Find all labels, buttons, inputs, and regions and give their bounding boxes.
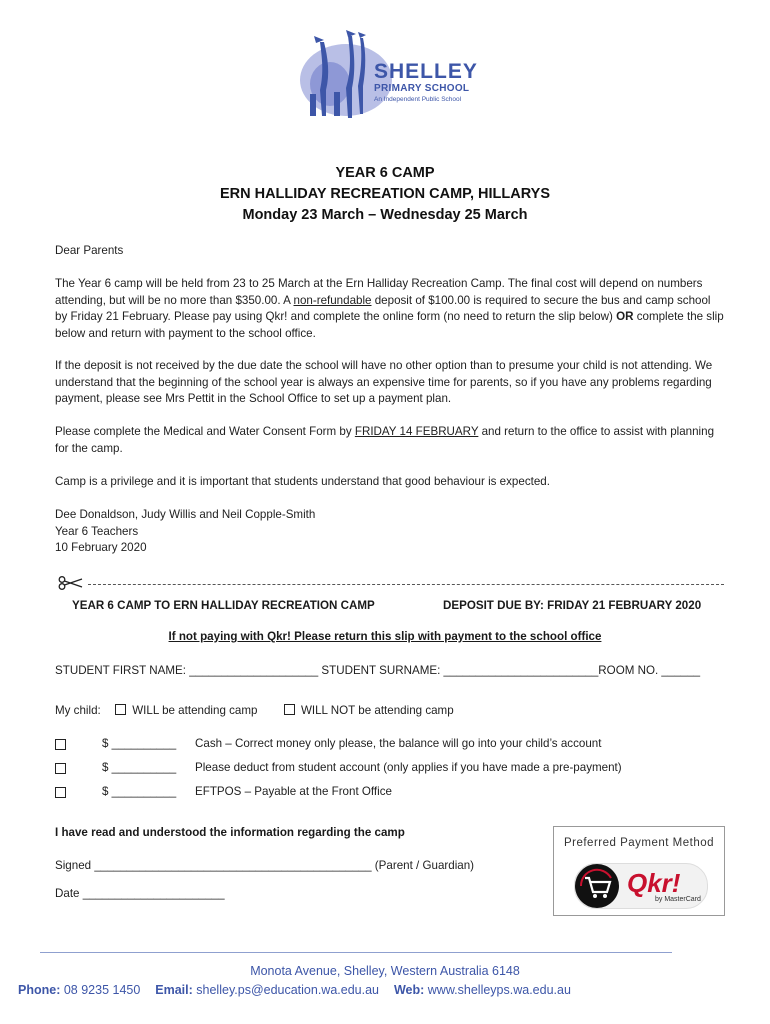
preferred-payment-title: Preferred Payment Method: [563, 837, 715, 849]
paragraph-4: Camp is a privilege and it is important that students understand that good behaviour is expected.: [55, 475, 550, 488]
signatories: Dee Donaldson, Judy Willis and Neil Copple-Smith: [55, 508, 316, 521]
paragraph-1-text-b: deposit of $100.00 is required to secure the bus and camp school by Friday 21 February. Please pay using Qkr! and complete the online form (no need to return the slip below): [55, 293, 711, 324]
web-label: Web:: [393, 983, 425, 997]
slip-title: YEAR 6 CAMP TO ERN HALLIDAY RECREATION CAMP: [72, 599, 375, 612]
deduct-amount-field[interactable]: $ __________: [102, 761, 177, 774]
paragraph-3: [55, 424, 725, 457]
signatory-role: Year 6 Teachers: [55, 524, 139, 538]
greeting: Dear Parents: [55, 244, 124, 257]
will-attend-checkbox[interactable]: [115, 704, 126, 715]
email-address[interactable]: shelley.ps@education.wa.edu.au: [196, 983, 379, 997]
my-child-label: My child:: [55, 704, 101, 717]
eftpos-amount-field[interactable]: $ __________: [102, 785, 177, 798]
cash-checkbox[interactable]: [55, 739, 66, 750]
school-subtitle: PRIMARY SCHOOL: [374, 83, 470, 94]
phone-number: 08 9235 1450: [63, 983, 141, 997]
attendance-row: [55, 703, 725, 720]
footer-divider: [40, 952, 672, 953]
paragraph-1-text-a: The Year 6 camp will be held from 23 to 25 March at the Ern Halliday Recreation Camp. The final cost will depend on numbers attending, but will be no more than $350.00. A: [55, 277, 703, 307]
school-tagline: An Independent Public School: [374, 96, 462, 103]
qkr-badge: [574, 863, 708, 909]
deduct-option-text: Please deduct from student account (only applies if you have made a pre-payment): [195, 761, 622, 774]
heading-line-1: YEAR 6 CAMP: [335, 165, 435, 181]
student-details-line[interactable]: STUDENT FIRST NAME: ____________________ STUDENT SURNAME: ________________________ROOM NO. ______: [55, 664, 701, 677]
footer-address: Monota Avenue, Shelley, Western Australia 6148: [250, 964, 520, 978]
cart-icon: [575, 864, 619, 908]
paragraph-3-text-a: Please complete the Medical and Water Consent Form by: [55, 425, 355, 438]
scissors-icon: [58, 576, 86, 590]
heading-line-2: ERN HALLIDAY RECREATION CAMP, HILLARYS: [219, 186, 551, 202]
paragraph-3-text-b: and return to the office to assist with planning for the camp.: [55, 425, 715, 455]
eftpos-option-text: EFTPOS – Payable at the Front Office: [195, 785, 392, 798]
will-not-attend-label: WILL NOT be attending camp: [300, 704, 454, 717]
phone-label: Phone:: [18, 983, 61, 997]
email-label: Email:: [155, 983, 193, 997]
letter-date: 10 February 2020: [55, 541, 147, 554]
dashed-divider: [88, 584, 724, 585]
qkr-logo-text: Qkr!: [627, 868, 681, 898]
non-refundable-text: non-refundable: [293, 293, 372, 307]
mastercard-text: by MasterCard: [655, 896, 701, 903]
cash-amount-field[interactable]: $ __________: [102, 737, 177, 750]
slip-notice: If not paying with Qkr! Please return this slip with payment to the school office: [168, 630, 602, 643]
will-not-attend-checkbox[interactable]: [284, 704, 295, 715]
signature-line[interactable]: Signed ___________________________________________ (Parent / Guardian): [55, 859, 475, 872]
date-line[interactable]: Date ______________________: [55, 887, 225, 900]
acknowledgement: I have read and understood the information regarding the camp: [55, 826, 405, 839]
cash-option-text: Cash – Correct money only please, the balance will go into your child’s account: [195, 737, 602, 750]
deduct-checkbox[interactable]: [55, 763, 66, 774]
consent-due-date: FRIDAY 14 FEBRUARY: [354, 425, 479, 438]
will-attend-label: WILL be attending camp: [132, 704, 258, 717]
deposit-due: DEPOSIT DUE BY: FRIDAY 21 FEBRUARY 2020: [443, 599, 702, 612]
paragraph-1: [55, 276, 725, 342]
or-text: OR: [616, 310, 634, 324]
heading-line-3: Monday 23 March – Wednesday 25 March: [242, 207, 528, 223]
cut-line: [58, 576, 724, 588]
paragraph-2: If the deposit is not received by the due date the school will have no other option than to presume your child is not attending. We understand that the beginning of the school year is always an expensive time for parents, so if you have any problems regarding payment, please see Mrs Pettit in the School Office to set up a payment plan.: [55, 359, 713, 406]
eftpos-checkbox[interactable]: [55, 787, 66, 798]
paragraph-1-text-c: complete the slip below and return with payment to the school office.: [55, 310, 724, 340]
website-link[interactable]: www.shelleyps.wa.edu.au: [427, 983, 571, 997]
footer-contacts: [18, 983, 571, 997]
school-name: SHELLEY: [374, 60, 478, 83]
preferred-payment-box: [553, 826, 725, 916]
